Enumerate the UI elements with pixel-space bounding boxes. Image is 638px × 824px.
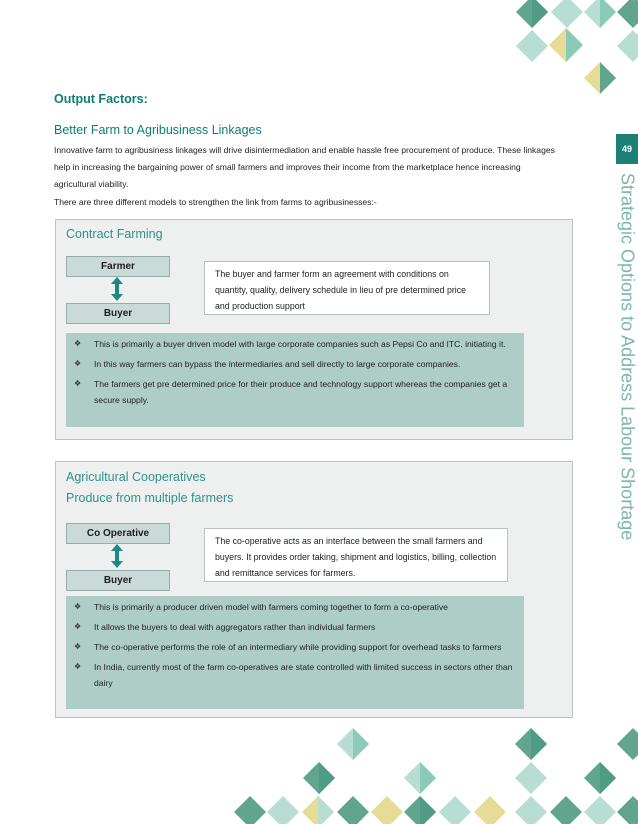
list-item: ❖ This is primarily a buyer driven model with large corporate companies such as Pepsi Co and ITC. initiating it. [74, 336, 516, 352]
contract-farming-title: Contract Farming [66, 227, 163, 241]
section-subheading: Better Farm to Agribusiness Linkages [54, 123, 262, 137]
bullet-icon: ❖ [74, 642, 82, 651]
farmer-pill: Farmer [66, 256, 170, 277]
bullet-icon: ❖ [74, 379, 82, 388]
contract-farming-box [55, 219, 573, 440]
list-item: ❖ In this way farmers can bypass the intermediaries and sell directly to large corporate companies. [74, 356, 516, 372]
double-arrow-icon [110, 277, 124, 301]
list-item: ❖ This is primarily a producer driven model with farmers coming together to form a co-operative [74, 599, 516, 615]
top-diamonds [516, 0, 638, 94]
side-chapter-title-text: Strategic Options to Address Labour Shortage [617, 173, 638, 541]
cooperatives-description: The co-operative acts as an interface between the small farmers and buyers. It provides order taking, shipment and logistics, billing, collection and remittance services for farmers. [204, 528, 508, 582]
buyer-pill: Buyer [66, 303, 170, 324]
double-arrow-icon [110, 544, 124, 568]
bullet-icon: ❖ [74, 662, 82, 671]
section-heading: Output Factors: [54, 92, 148, 106]
list-item: ❖ In India, currently most of the farm co-operatives are state controlled with limited success in sectors other than dairy [74, 659, 516, 691]
buyer-pill: Buyer [66, 570, 170, 591]
bullet-icon: ❖ [74, 339, 82, 348]
bullet-icon: ❖ [74, 602, 82, 611]
contract-farming-description: The buyer and farmer form an agreement with conditions on quantity, quality, delivery schedule in lieu of pre determined price and production support [204, 261, 490, 315]
side-chapter-title [610, 173, 638, 557]
cooperatives-title: Agricultural Cooperatives [66, 470, 206, 484]
page-number: 49 [616, 134, 638, 164]
intro-paragraph: Innovative farm to agribusiness linkages will drive disintermediation and enable hassle free procurement of produce. These linkages help in increasing the bargaining power of small farmers and improves their income from the marketplace hence increasing agricultural viability. [54, 145, 555, 189]
contract-farming-bullet-panel [66, 333, 524, 427]
list-item: ❖ The farmers get pre determined price for their produce and technology support whereas the companies get a secure supply. [74, 376, 516, 408]
bullet-icon: ❖ [74, 359, 82, 368]
models-sentence: There are three different models to strengthen the link from farms to agribusinesses:- [54, 197, 377, 207]
bullet-icon: ❖ [74, 622, 82, 631]
cooperatives-box [55, 461, 573, 718]
list-item: ❖ It allows the buyers to deal with aggregators rather than individual farmers [74, 619, 516, 635]
bottom-diamonds [234, 728, 638, 824]
list-item: ❖ The co-operative performs the role of an intermediary while providing support for overhead tasks to farmers [74, 639, 516, 655]
cooperatives-bullet-panel [66, 596, 524, 709]
cooperatives-subtitle: Produce from multiple farmers [66, 491, 234, 505]
cooperative-pill: Co Operative [66, 523, 170, 544]
